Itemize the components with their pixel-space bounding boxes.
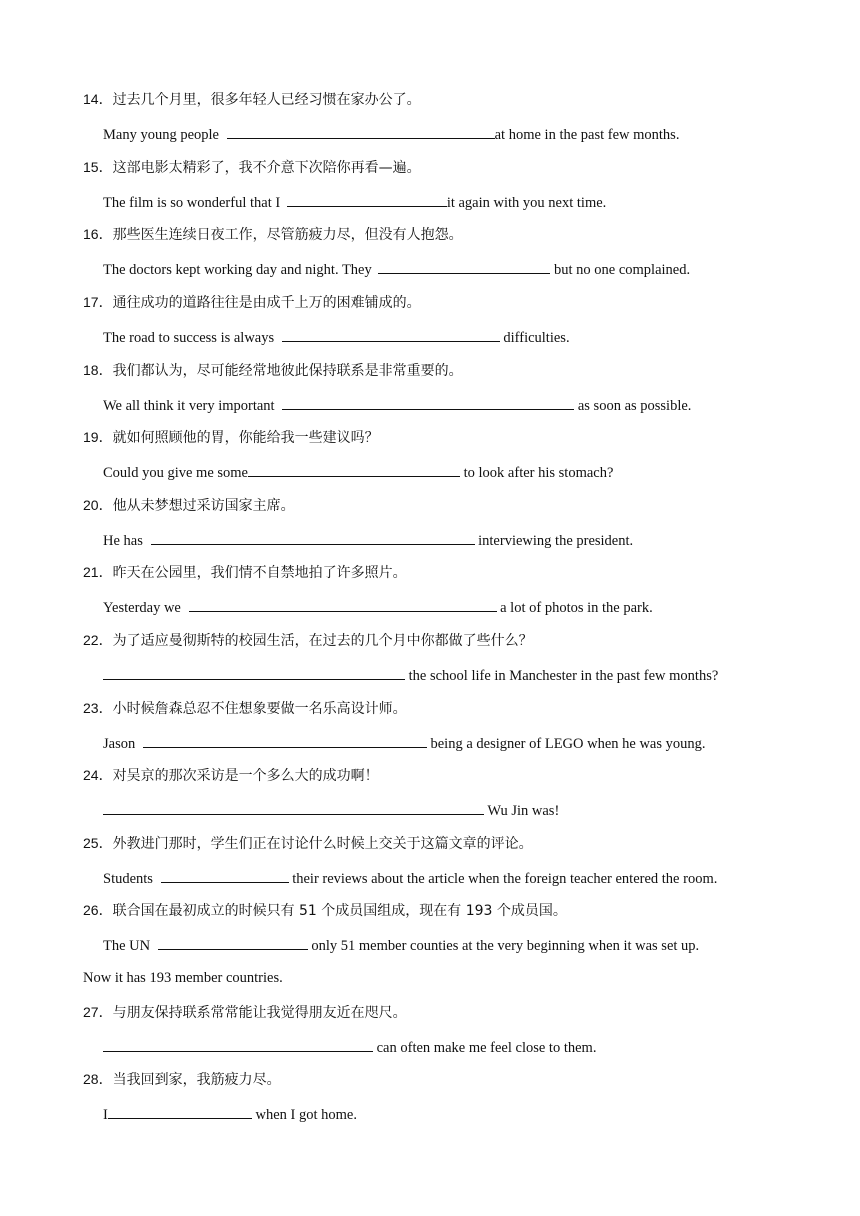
answer-prefix: We all think it very important	[103, 398, 279, 414]
answer-blank[interactable]	[189, 596, 497, 612]
question-22	[83, 630, 533, 651]
answer-suffix: can often make me feel close to them.	[373, 1040, 597, 1056]
answer-line-18	[103, 394, 691, 416]
answer-prefix: The film is so wonderful that I	[103, 195, 284, 211]
question-number: 21．	[83, 564, 113, 580]
question-chinese-text: 联合国在最初成立的时候只有 51 个成员国组成，现在有 193 个成员国。	[112, 903, 567, 919]
question-chinese-text: 就如何照顾他的胃，你能给我一些建议吗？	[112, 430, 379, 446]
answer-suffix: the school life in Manchester in the past few months?	[405, 668, 719, 684]
answer-blank[interactable]	[282, 394, 574, 410]
question-chinese-text: 这部电影太精彩了，我不介意下次陪你再看—遍。	[112, 160, 421, 176]
question-27	[83, 1002, 407, 1023]
answer-prefix: The UN	[103, 938, 154, 954]
question-number: 28．	[83, 1071, 113, 1087]
question-25	[83, 833, 533, 854]
question-15	[83, 157, 421, 178]
answer-suffix: Wu Jin was!	[484, 803, 560, 819]
question-number: 20．	[83, 497, 113, 513]
answer-line-28	[103, 1103, 357, 1125]
answer-line-24	[103, 799, 559, 821]
answer-suffix: difficulties.	[499, 330, 570, 346]
answer-line-17	[103, 326, 570, 348]
answer-line-20	[103, 529, 633, 551]
question-16	[83, 224, 463, 245]
answer-line-19	[103, 461, 613, 483]
answer-line-21	[103, 596, 653, 618]
answer-blank[interactable]	[287, 191, 447, 207]
question-number: 26．	[83, 902, 113, 918]
question-chinese-text: 为了适应曼彻斯特的校园生活，在过去的几个月中你都做了些什么？	[112, 633, 533, 649]
question-chinese-text: 他从未梦想过采访国家主席。	[112, 498, 295, 514]
answer-suffix: but no one complained.	[550, 262, 691, 278]
answer-prefix: The road to success is always	[103, 330, 278, 346]
question-21	[83, 562, 407, 583]
answer-blank[interactable]	[143, 732, 427, 748]
answer-blank[interactable]	[108, 1103, 252, 1119]
question-26	[83, 900, 567, 921]
question-number: 19．	[83, 429, 113, 445]
question-chinese-text: 当我回到家，我筋疲力尽。	[112, 1072, 281, 1088]
answer-suffix: only 51 member counties at the very beginning when it was set up.	[307, 938, 700, 954]
answer-prefix: Students	[103, 871, 157, 887]
answer-blank[interactable]	[103, 664, 405, 680]
answer-prefix: Many young people	[103, 127, 223, 143]
answer-continuation-26: Now it has 193 member countries.	[83, 970, 283, 986]
answer-suffix: being a designer of LEGO when he was young.	[426, 736, 706, 752]
question-number: 18．	[83, 362, 113, 378]
question-chinese-text: 对吴京的那次采访是一个多么大的成功啊！	[112, 768, 379, 784]
answer-line-27	[103, 1036, 596, 1058]
question-number: 27．	[83, 1004, 113, 1020]
answer-line-23	[103, 732, 706, 754]
question-number: 15．	[83, 159, 113, 175]
question-chinese-text: 昨天在公园里，我们情不自禁地拍了许多照片。	[112, 565, 407, 581]
question-24	[83, 765, 379, 786]
question-chinese-text: 与朋友保持联系常常能让我觉得朋友近在咫尺。	[112, 1005, 407, 1021]
question-number: 23．	[83, 700, 113, 716]
question-18	[83, 360, 463, 381]
answer-prefix: Jason	[103, 736, 139, 752]
answer-blank[interactable]	[158, 934, 308, 950]
answer-blank[interactable]	[227, 123, 495, 139]
answer-line-14	[103, 123, 679, 145]
question-number: 25．	[83, 835, 113, 851]
answer-line-25	[103, 867, 717, 889]
answer-prefix: Could you give me some	[103, 465, 248, 481]
answer-suffix: at home in the past few months.	[494, 127, 680, 143]
question-number: 17．	[83, 294, 113, 310]
answer-suffix: their reviews about the article when the foreign teacher entered the room.	[288, 871, 718, 887]
answer-suffix: when I got home.	[251, 1107, 357, 1123]
question-chinese-text: 小时候詹森总忍不住想象要做一名乐高设计师。	[112, 701, 407, 717]
question-17	[83, 292, 421, 313]
question-chinese-text: 外教进门那时，学生们正在讨论什么时候上交关于这篇文章的评论。	[112, 836, 533, 852]
answer-suffix: as soon as possible.	[574, 398, 692, 414]
answer-suffix: it again with you next time.	[446, 195, 607, 211]
answer-blank[interactable]	[248, 461, 460, 477]
answer-blank[interactable]	[282, 326, 500, 342]
question-20	[83, 495, 295, 516]
answer-line-16	[103, 258, 690, 280]
answer-prefix: He has	[103, 533, 147, 549]
question-28	[83, 1069, 281, 1090]
question-number: 14．	[83, 91, 113, 107]
question-19	[83, 427, 379, 448]
question-chinese-text: 那些医生连续日夜工作，尽管筋疲力尽，但没有人抱怨。	[112, 227, 463, 243]
answer-blank[interactable]	[103, 799, 484, 815]
answer-prefix: I	[103, 1107, 108, 1123]
question-23	[83, 698, 407, 719]
answer-blank[interactable]	[103, 1036, 373, 1052]
question-number: 24．	[83, 767, 113, 783]
answer-blank[interactable]	[378, 258, 550, 274]
answer-blank[interactable]	[161, 867, 289, 883]
answer-line-15	[103, 191, 606, 213]
question-number: 16．	[83, 226, 113, 242]
answer-suffix: a lot of photos in the park.	[496, 600, 653, 616]
answer-prefix: Yesterday we	[103, 600, 185, 616]
answer-prefix: The doctors kept working day and night. They	[103, 262, 376, 278]
question-chinese-text: 通往成功的道路往往是由成千上万的困难铺成的。	[112, 295, 421, 311]
answer-blank[interactable]	[151, 529, 475, 545]
answer-suffix: to look after his stomach?	[460, 465, 614, 481]
question-chinese-text: 过去几个月里，很多年轻人已经习惯在家办公了。	[112, 92, 421, 108]
question-chinese-text: 我们都认为，尽可能经常地彼此保持联系是非常重要的。	[112, 363, 463, 379]
answer-suffix: interviewing the president.	[474, 533, 634, 549]
question-number: 22．	[83, 632, 113, 648]
question-14	[83, 89, 421, 110]
answer-line-26	[103, 934, 699, 956]
answer-line-22	[103, 664, 718, 686]
